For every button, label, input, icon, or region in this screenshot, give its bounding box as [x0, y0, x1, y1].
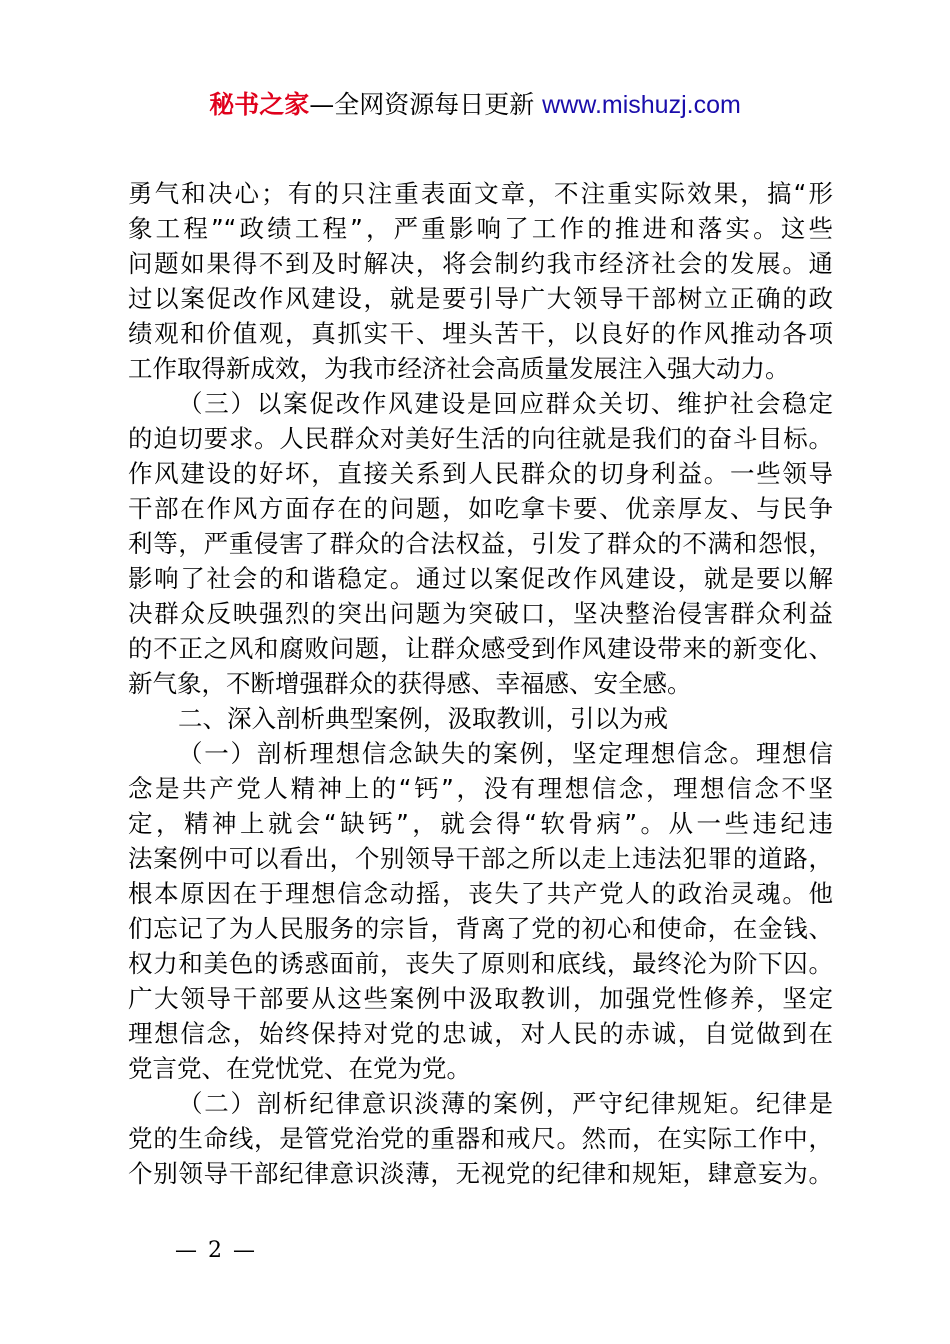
text-line: 二、深入剖析典型案例，汲取教训，引以为戒	[178, 704, 668, 733]
text-line: 的不正之风和腐败问题，让群众感受到作风建设带来的新变化、	[128, 634, 833, 663]
text-line: （三）以案促改作风建设是回应群众关切、维护社会稳定	[178, 389, 833, 418]
text-line: 决群众反映强烈的突出问题为突破口，坚决整治侵害群众利益	[128, 599, 833, 628]
text-line: （一）剖析理想信念缺失的案例，坚定理想信念。理想信	[178, 739, 833, 768]
page-header	[0, 88, 950, 122]
text-line: 利等，严重侵害了群众的合法权益，引发了群众的不满和怨恨，	[128, 529, 833, 558]
text-line: 干部在作风方面存在的问题，如吃拿卡要、优亲厚友、与民争	[128, 494, 833, 523]
site-brand: 秘书之家	[209, 90, 310, 119]
text-line: 工作取得新成效，为我市经济社会高质量发展注入强大动力。	[128, 354, 790, 383]
text-line: 们忘记了为人民服务的宗旨，背离了党的初心和使命，在金钱、	[128, 914, 833, 943]
text-line: 个别领导干部纪律意识淡薄，无视党的纪律和规矩，肆意妄为。	[128, 1159, 833, 1188]
text-line: 念是共产党人精神上的“钙”，没有理想信念，理想信念不坚	[128, 774, 833, 803]
text-line: 勇气和决心；有的只注重表面文章，不注重实际效果，搞“形	[128, 179, 833, 208]
text-line: 问题如果得不到及时解决，将会制约我市经济社会的发展。通	[128, 249, 833, 278]
text-line: 法案例中可以看出，个别领导干部之所以走上违法犯罪的道路，	[128, 844, 833, 873]
page-number: — 2 —	[175, 1238, 257, 1263]
text-line: 党言党、在党忧党、在党为党。	[128, 1054, 471, 1083]
text-line: 权力和美色的诱惑面前，丧失了原则和底线，最终沦为阶下囚。	[128, 949, 833, 978]
site-slogan: —全网资源每日更新	[309, 90, 543, 119]
text-line: 作风建设的好坏，直接关系到人民群众的切身利益。一些领导	[128, 459, 833, 488]
text-line: 的迫切要求。人民群众对美好生活的向往就是我们的奋斗目标。	[128, 424, 833, 453]
text-line: 定，精神上就会“缺钙”，就会得“软骨病”。从一些违纪违	[128, 809, 833, 838]
text-line: 根本原因在于理想信念动摇，丧失了共产党人的政治灵魂。他	[128, 879, 833, 908]
text-line: 新气象，不断增强群众的获得感、幸福感、安全感。	[128, 669, 692, 698]
text-line: （二）剖析纪律意识淡薄的案例，严守纪律规矩。纪律是	[178, 1089, 833, 1118]
text-line: 理想信念，始终保持对党的忠诚，对人民的赤诚，自觉做到在	[128, 1019, 833, 1048]
text-line: 过以案促改作风建设，就是要引导广大领导干部树立正确的政	[128, 284, 833, 313]
document-body	[128, 176, 833, 1191]
text-line: 党的生命线，是管党治党的重器和戒尺。然而，在实际工作中，	[128, 1124, 833, 1153]
text-line: 影响了社会的和谐稳定。通过以案促改作风建设，就是要以解	[128, 564, 833, 593]
text-line: 绩观和价值观，真抓实干、埋头苦干，以良好的作风推动各项	[128, 319, 833, 348]
site-url[interactable]: www.mishuzj.com	[542, 91, 741, 119]
text-line: 象工程”“政绩工程”，严重影响了工作的推进和落实。这些	[128, 214, 833, 243]
text-line: 广大领导干部要从这些案例中汲取教训，加强党性修养，坚定	[128, 984, 833, 1013]
